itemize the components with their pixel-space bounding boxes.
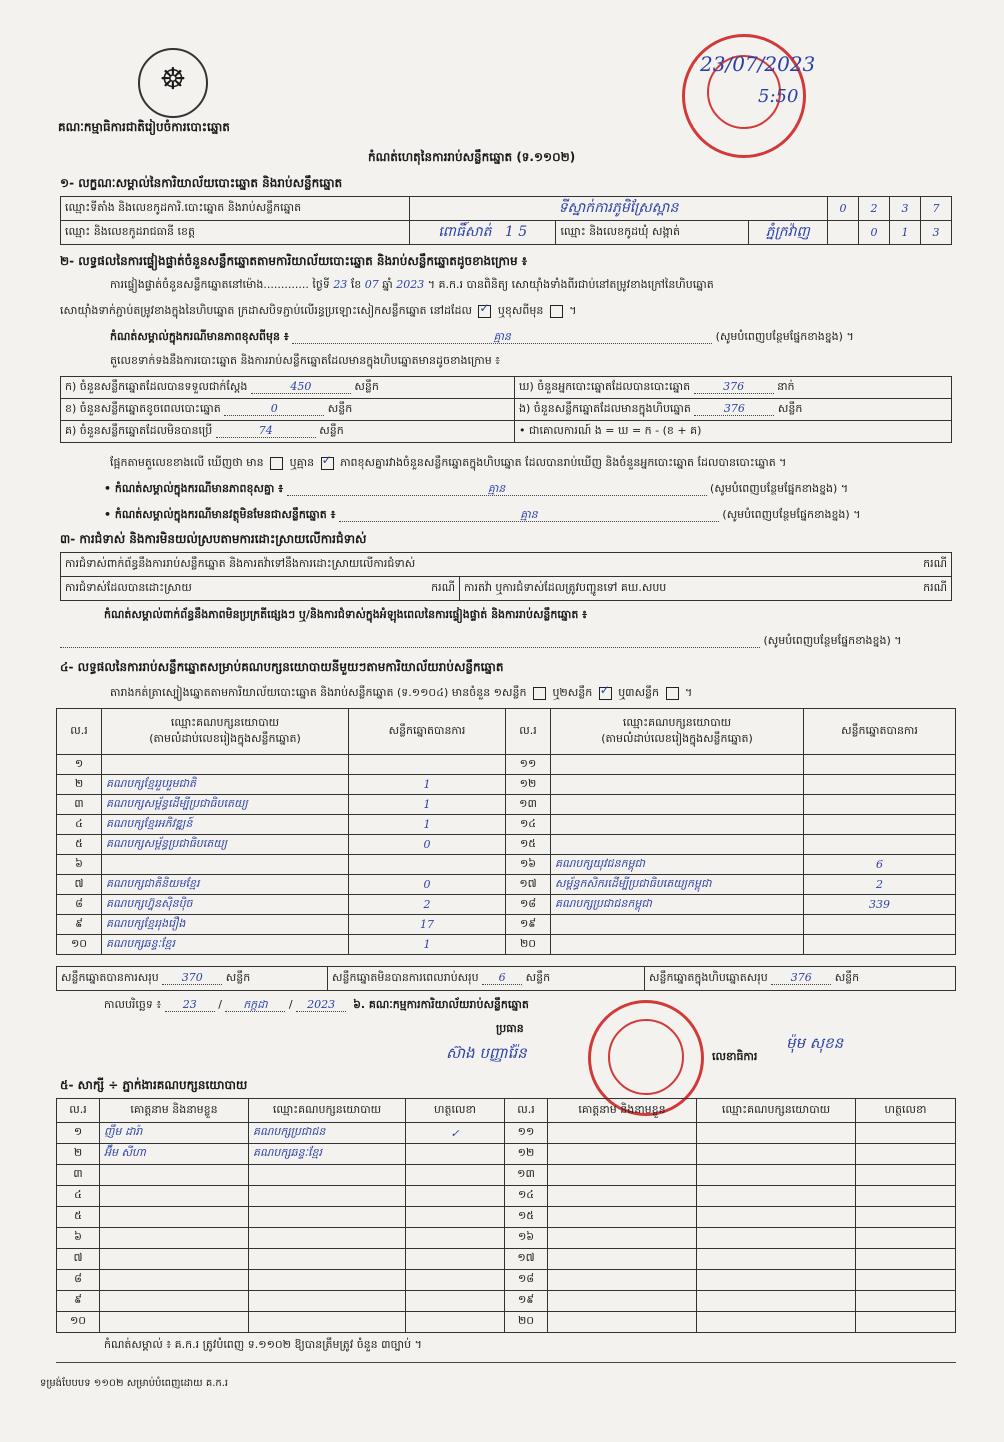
witness-name-cell <box>548 1312 697 1333</box>
witness-table <box>56 1098 956 1333</box>
results-row <box>57 755 956 775</box>
location-label: ឈ្មោះទីតាំង និងលេខកូដការិ.បោះឆ្នោត និងរាប់សន្លឹកឆ្នោត <box>61 197 410 221</box>
col-name: គោត្តនាម និងនាមខ្លួន <box>100 1099 249 1123</box>
witness-no-cell: ១១ <box>505 1123 548 1144</box>
witness-name-cell <box>548 1186 697 1207</box>
verify-line: ការផ្ទៀងផ្ទាត់ចំនួនសន្លឹកឆ្នោតនៅម៉ោង............. ថ្ងៃទី 23 ខែ 07 ឆ្នាំ 2023 ។ គ.ក.រ បានពិនិត្យ សោយ៉ាំងទាំងពីរជាប់នៅតម្រូវខាងក្រៅនៃហិបឆ្នោត <box>110 278 714 291</box>
result-no-cell: ១៣ <box>506 795 551 815</box>
code-digit: 0 <box>828 197 859 221</box>
witness-party-cell <box>697 1123 856 1144</box>
result-votes-cell <box>349 855 506 875</box>
witness-no-cell: ៥ <box>57 1207 100 1228</box>
witness-party-cell <box>697 1291 856 1312</box>
witness-sign-cell <box>406 1312 505 1333</box>
witness-row <box>57 1270 956 1291</box>
result-votes-cell <box>349 755 506 775</box>
result-votes-cell: 2 <box>804 875 956 895</box>
witness-party-cell <box>249 1291 406 1312</box>
code-digit: 3 <box>890 197 921 221</box>
has-diff-checkbox[interactable] <box>270 457 283 470</box>
result-no-cell: ១២ <box>506 775 551 795</box>
result-votes-cell <box>804 775 956 795</box>
results-row <box>57 775 956 795</box>
witness-name-cell <box>100 1207 249 1228</box>
witness-party-cell <box>697 1165 856 1186</box>
witness-no-cell: ៣ <box>57 1165 100 1186</box>
col-party: ឈ្មោះគណបក្សនយោបាយ <box>249 1099 406 1123</box>
note3-line: • កំណត់សម្គាល់ក្នុងករណីមានវត្ថុមិនមែនជាសន្លឹកឆ្នោត ៖ គ្មាន (សូមបំពេញបន្ថែមផ្នែកខាងខ្នង) ។ <box>104 508 861 521</box>
witness-name-cell <box>100 1249 249 1270</box>
witness-sign-cell <box>406 1249 505 1270</box>
witness-no-cell: ១៣ <box>505 1165 548 1186</box>
nec-logo: ☸ <box>138 48 208 118</box>
verify-line2: សោយ៉ាំងទាក់ភ្ជាប់តម្រូវខាងក្នុងនៃហិបឆ្នោត ក្រដាសបិទភ្ជាប់លើរន្ធប្រឡោះសៀកសន្លឹកឆ្នោត នៅដដែល ✓ ឬខុសពីមុន ។ <box>60 304 960 318</box>
verify-month: 07 <box>364 278 379 291</box>
objection-resolved: ការជំទាស់ដែលបានដោះស្រាយ ករណី <box>61 577 460 601</box>
witness-name-cell <box>548 1165 697 1186</box>
results-row <box>57 815 956 835</box>
witness-sign-cell: ✓ <box>406 1123 505 1144</box>
witness-sign-cell <box>856 1123 956 1144</box>
committee-name: គណៈកម្មាធិការជាតិរៀបចំការបោះឆ្នោត <box>58 120 230 134</box>
location-table <box>60 196 952 245</box>
result-votes-cell <box>804 835 956 855</box>
witness-name-cell <box>100 1291 249 1312</box>
results-row <box>57 875 956 895</box>
same-checkbox[interactable] <box>478 305 491 318</box>
witness-sign-cell <box>406 1270 505 1291</box>
witness-party-cell <box>697 1228 856 1249</box>
witness-name-cell <box>548 1270 697 1291</box>
witness-sign-cell <box>856 1291 956 1312</box>
result-votes-cell <box>804 815 956 835</box>
result-party-cell <box>551 915 804 935</box>
row-kha: ខ) ចំនួនសន្លឹកឆ្នោតខូចពេលបោះឆ្នោត 0 សន្លឹក <box>61 399 515 421</box>
note1-line: កំណត់សម្គាល់ក្នុងករណីមានភាពខុសពីមុន ៖ គ្មាន (សូមបំពេញបន្ថែមផ្នែកខាងខ្នង) ។ <box>110 330 854 343</box>
result-votes-cell: 6 <box>804 855 956 875</box>
witness-no-cell: ២០ <box>505 1312 548 1333</box>
col-votes: សន្លឹកឆ្នោតបានការ <box>804 709 956 755</box>
three-sheet-checkbox[interactable] <box>666 687 679 700</box>
witness-no-cell: ១២ <box>505 1144 548 1165</box>
stamp-time: 5:50 <box>758 86 799 107</box>
witness-no-cell: ១០ <box>57 1312 100 1333</box>
result-no-cell: ១ <box>57 755 102 775</box>
two-sheet-checkbox[interactable] <box>599 687 612 700</box>
secretary-label: លេខាធិការ <box>712 1050 758 1063</box>
witness-row <box>57 1144 956 1165</box>
result-party-cell <box>551 755 804 775</box>
witness-party-cell <box>697 1249 856 1270</box>
witness-party-cell <box>249 1228 406 1249</box>
witness-party-cell <box>249 1312 406 1333</box>
witness-sign-cell <box>856 1186 956 1207</box>
witness-no-cell: ១៧ <box>505 1249 548 1270</box>
footnote: កំណត់សម្គាល់ ៖ គ.ក.រ ត្រូវបំពេញ ទ.១១០២ ឱ្យបានត្រឹមត្រូវ ចំនួន ៣ច្បាប់ ។ <box>104 1338 422 1351</box>
result-party-cell <box>551 835 804 855</box>
witness-name-cell <box>100 1270 249 1291</box>
witness-no-cell: ៨ <box>57 1270 100 1291</box>
witness-name-cell <box>548 1207 697 1228</box>
sheets-line: តារាងកត់ត្រាស្បៀងឆ្នោតតាមការិយាល័យបោះឆ្នោត និងរាប់សន្លឹកឆ្នោត (ទ.១១០៤) មានចំនួន ១សន្លឹក ឬ២សន្លឹក ✓ ឬ៣សន្លឹក ។ <box>110 686 960 700</box>
different-checkbox[interactable] <box>550 305 563 318</box>
divider <box>56 1362 956 1363</box>
result-no-cell: ១១ <box>506 755 551 775</box>
result-party-cell <box>551 815 804 835</box>
result-party-cell: គណបក្សសម្ព័ន្ធប្រជាធិបតេយ្យ <box>102 835 349 855</box>
result-no-cell: ៥ <box>57 835 102 855</box>
col-no: ល.រ <box>505 1099 548 1123</box>
witness-row <box>57 1291 956 1312</box>
objection-table <box>60 552 952 601</box>
results-row <box>57 895 956 915</box>
section2-heading: ២- លទ្ធផលនៃការផ្ទៀងផ្ទាត់ចំនួនសន្លឹកឆ្នោតតាមការិយាល័យបោះឆ្នោត និងរាប់សន្លឹកឆ្នោតដូចខាងក្រោម ៖ <box>60 254 528 268</box>
result-party-cell: គណបក្សខ្មែរអភិវឌ្ឍន៍ <box>102 815 349 835</box>
form-title: កំណត់ហេតុនៃការរាប់សន្លឹកឆ្នោត (ទ.១១០២) <box>368 150 576 164</box>
col-party: ឈ្មោះគណបក្សនយោបាយ (តាមលំដាប់លេខរៀងក្នុងសន្លឹកឆ្នោត) <box>102 709 349 755</box>
note3-value: គ្មាន <box>339 508 719 522</box>
witness-row <box>57 1312 956 1333</box>
result-votes-cell <box>804 935 956 955</box>
result-votes-cell: 0 <box>349 875 506 895</box>
witness-no-cell: ២ <box>57 1144 100 1165</box>
col-party: ឈ្មោះគណបក្សនយោបាយ <box>697 1099 856 1123</box>
witness-name-cell <box>548 1144 697 1165</box>
province-value: ពោធិ៍សាត់ 1 5 <box>410 221 556 245</box>
witness-party-cell <box>249 1270 406 1291</box>
result-party-cell <box>102 755 349 775</box>
results-row <box>57 935 956 955</box>
total-box: សន្លឹកឆ្នោតក្នុងហិបឆ្នោតសរុប 376 សន្លឹក <box>645 967 956 991</box>
witness-party-cell <box>249 1165 406 1186</box>
witness-sign-cell <box>406 1228 505 1249</box>
result-party-cell: គណបក្សហ្វ៊ុនស៊ិនប៉ិច <box>102 895 349 915</box>
result-party-cell: គណបក្សប្រជាជនកម្ពុជា <box>551 895 804 915</box>
witness-name-cell <box>100 1186 249 1207</box>
verify-day: 23 <box>333 278 348 291</box>
witness-party-cell: គណបក្សឆន្ទៈខ្មែរ <box>249 1144 406 1165</box>
objection-row1: ការជំទាស់ពាក់ព័ន្ធនឹងការរាប់សន្លឹកឆ្នោត និងការតវ៉ាទៅនឹងការដោះស្រាយលើការជំទាស់ ករណី <box>61 553 952 577</box>
totals-table <box>56 966 956 991</box>
section3-note: កំណត់សម្គាល់ពាក់ព័ន្ធនឹងភាពមិនប្រក្រតីផ្សេងៗ ឬ/និងការជំទាស់ក្នុងអំឡុងពេលនៃការផ្ទៀងផ្ទាត់ និងការរាប់សន្លឹកឆ្នោត ៖ <box>104 608 588 621</box>
witness-sign-cell <box>856 1207 956 1228</box>
witness-no-cell: ៧ <box>57 1249 100 1270</box>
witness-row <box>57 1228 956 1249</box>
formula: • ជាគោលការណ៍ ង = ឃ = ក - (ខ + គ) <box>515 421 952 443</box>
result-votes-cell: 1 <box>349 775 506 795</box>
witness-sign-cell <box>406 1207 505 1228</box>
col-no: ល.រ <box>57 709 102 755</box>
witness-no-cell: ១៩ <box>505 1291 548 1312</box>
date-line: កាលបរិច្ឆេទ ៖ 23 / កក្កដា / 2023 ៦. គណៈកម្មការការិយាល័យរាប់សន្លឹកឆ្នោត <box>104 998 529 1011</box>
result-no-cell: ៩ <box>57 915 102 935</box>
witness-party-cell <box>249 1186 406 1207</box>
result-votes-cell <box>804 755 956 775</box>
witness-party-cell: គណបក្សប្រជាជន <box>249 1123 406 1144</box>
result-party-cell <box>551 935 804 955</box>
witness-no-cell: ១៤ <box>505 1186 548 1207</box>
stamp-date: 23/07/2023 <box>700 52 816 76</box>
witness-row <box>57 1186 956 1207</box>
witness-party-cell <box>697 1270 856 1291</box>
result-votes-cell <box>804 915 956 935</box>
witness-name-cell <box>548 1249 697 1270</box>
witness-sign-cell <box>856 1270 956 1291</box>
result-votes-cell: 339 <box>804 895 956 915</box>
result-votes-cell: 1 <box>349 815 506 835</box>
result-votes-cell: 2 <box>349 895 506 915</box>
witness-name-cell <box>100 1312 249 1333</box>
witness-name-cell: ញឹម ដារ៉ា <box>100 1123 249 1144</box>
section3-note-line: (សូមបំពេញបន្ថែមផ្នែកខាងខ្នង) ។ <box>60 634 952 648</box>
diff-line: ផ្អែកតាមតួលេខខាងលើ ឃើញថា មាន ឬគ្មាន ✓ ភាពខុសគ្នារវាងចំនួនសន្លឹកឆ្នោតក្នុងហិបឆ្នោត ដែលបានរាប់ឃើញ និងចំនួនអ្នកបោះឆ្នោត ដែលបានបោះឆ្នោត ។ <box>110 456 960 470</box>
witness-sign-cell <box>856 1228 956 1249</box>
one-sheet-checkbox[interactable] <box>533 687 546 700</box>
section5-heading: ៥- សាក្សី ÷ ភ្នាក់ងារគណបក្សនយោបាយ <box>60 1078 248 1092</box>
section1-heading: ១- លក្ខណៈសម្គាល់នៃការិយាល័យបោះឆ្នោត និងរាប់សន្លឹកឆ្នោត <box>60 176 343 190</box>
result-votes-cell: 1 <box>349 795 506 815</box>
code-digit: 2 <box>859 197 890 221</box>
witness-name-cell <box>548 1228 697 1249</box>
result-votes-cell: 0 <box>349 835 506 855</box>
result-party-cell: គណបក្សសម្ព័ន្ធដើម្បីប្រជាធិបតេយ្យ <box>102 795 349 815</box>
result-no-cell: ២០ <box>506 935 551 955</box>
col-no: ល.រ <box>57 1099 100 1123</box>
witness-name-cell <box>548 1123 697 1144</box>
witness-sign-cell <box>406 1165 505 1186</box>
row-ngo: ង) ចំនួនសន្លឹកឆ្នោតដែលមានក្នុងហិបឆ្នោត 376 សន្លឹក <box>515 399 952 421</box>
results-table <box>56 708 956 955</box>
row-kho-right: ឃ) ចំនួនអ្នកបោះឆ្នោតដែលបានបោះឆ្នោត 376 នាក់ <box>515 377 952 399</box>
col-sign: ហត្ថលេខា <box>856 1099 956 1123</box>
result-votes-cell: 1 <box>349 935 506 955</box>
code-digit: 1 <box>890 221 921 245</box>
witness-name-cell <box>548 1291 697 1312</box>
result-no-cell: ២ <box>57 775 102 795</box>
result-party-cell: គណបក្សឆន្ទៈខ្មែរ <box>102 935 349 955</box>
witness-party-cell <box>697 1144 856 1165</box>
total-invalid: សន្លឹកឆ្នោតមិនបានការពេលរាប់សរុប 6 សន្លឹក <box>328 967 645 991</box>
result-no-cell: ៣ <box>57 795 102 815</box>
note2-line: • កំណត់សម្គាល់ក្នុងករណីមានភាពខុសគ្នា ៖ គ្មាន (សូមបំពេញបន្ថែមផ្នែកខាងខ្នង) ។ <box>104 482 849 495</box>
witness-row <box>57 1123 956 1144</box>
witness-row <box>57 1207 956 1228</box>
result-no-cell: ១៩ <box>506 915 551 935</box>
result-party-cell <box>551 795 804 815</box>
witness-row <box>57 1249 956 1270</box>
witness-row <box>57 1165 956 1186</box>
commune-label: ឈ្មោះ និងលេខកូដឃុំ សង្កាត់ <box>556 221 748 245</box>
witness-party-cell <box>249 1249 406 1270</box>
witness-party-cell <box>697 1312 856 1333</box>
result-no-cell: ១០ <box>57 935 102 955</box>
witness-no-cell: ៩ <box>57 1291 100 1312</box>
witness-sign-cell <box>856 1165 956 1186</box>
results-row <box>57 855 956 875</box>
code-digit: 0 <box>859 221 890 245</box>
results-row <box>57 835 956 855</box>
province-label: ឈ្មោះ និងលេខកូដរាជធានី ខេត្ត <box>61 221 410 245</box>
result-votes-cell <box>804 795 956 815</box>
col-votes: សន្លឹកឆ្នោតបានការ <box>349 709 506 755</box>
total-valid: សន្លឹកឆ្នោតបានការសរុប 370 សន្លឹក <box>57 967 328 991</box>
result-no-cell: ៤ <box>57 815 102 835</box>
witness-no-cell: ៤ <box>57 1186 100 1207</box>
witness-name-cell <box>100 1228 249 1249</box>
witness-party-cell <box>697 1207 856 1228</box>
witness-no-cell: ៦ <box>57 1228 100 1249</box>
row-ka: ក) ចំនួនសន្លឹកឆ្នោតដែលបានទទួលជាក់ស្ដែង 450 សន្លឹក <box>61 377 515 399</box>
form-reference: ទម្រង់បែបបទ ១១០២ សម្រាប់បំពេញដោយ គ.ក.រ <box>40 1378 229 1389</box>
results-row <box>57 915 956 935</box>
code-digit: 7 <box>921 197 952 221</box>
result-party-cell: គណបក្សជាតិនិយមខ្មែរ <box>102 875 349 895</box>
witness-no-cell: ១៦ <box>505 1228 548 1249</box>
result-no-cell: ៦ <box>57 855 102 875</box>
result-no-cell: ១៦ <box>506 855 551 875</box>
result-party-cell: គណបក្សយុវជនកម្ពុជា <box>551 855 804 875</box>
witness-name-cell <box>100 1165 249 1186</box>
witness-sign-cell <box>856 1144 956 1165</box>
note1-value: គ្មាន <box>292 330 712 344</box>
results-row <box>57 795 956 815</box>
secretary-signature: ម៉ុម សុខន <box>786 1034 844 1052</box>
result-party-cell <box>102 855 349 875</box>
no-diff-checkbox[interactable] <box>321 457 334 470</box>
witness-no-cell: ១ <box>57 1123 100 1144</box>
section3-heading: ៣- ការជំទាស់ និងការមិនយល់ស្របតាមការដោះស្រាយលើការជំទាស់ <box>60 532 367 546</box>
witness-party-cell <box>697 1186 856 1207</box>
result-party-cell: សម្ព័ន្ធកសិករដើម្បីប្រជាធិបតេយ្យកម្ពុជា <box>551 875 804 895</box>
location-value: ទីស្នាក់ការភូមិស្រែស្ពាន <box>410 197 828 221</box>
result-no-cell: ១៧ <box>506 875 551 895</box>
witness-sign-cell <box>406 1291 505 1312</box>
col-name: គោត្តនាម និងនាមខ្លួន <box>548 1099 697 1123</box>
note2-value: គ្មាន <box>287 482 707 496</box>
result-no-cell: ១៨ <box>506 895 551 915</box>
result-party-cell: គណបក្សខ្មែររួបរួមជាតិ <box>102 775 349 795</box>
row-ko: គ) ចំនួនសន្លឹកឆ្នោតដែលមិនបានប្រើ 74 សន្លឹក <box>61 421 515 443</box>
result-votes-cell: 17 <box>349 915 506 935</box>
result-no-cell: ១៤ <box>506 815 551 835</box>
col-no: ល.រ <box>506 709 551 755</box>
chair-label: ប្រធាន <box>496 1022 524 1035</box>
witness-name-cell: អ៊ឹម សីហា <box>100 1144 249 1165</box>
witness-party-cell <box>249 1207 406 1228</box>
witness-sign-cell <box>856 1249 956 1270</box>
code-digit: 3 <box>921 221 952 245</box>
witness-no-cell: ១៥ <box>505 1207 548 1228</box>
col-sign: ហត្ថលេខា <box>406 1099 505 1123</box>
result-no-cell: ១៥ <box>506 835 551 855</box>
numbers-table <box>60 376 952 443</box>
witness-sign-cell <box>406 1144 505 1165</box>
result-no-cell: ៧ <box>57 875 102 895</box>
commune-value: ភ្នំក្រវ៉ាញ <box>748 221 827 245</box>
result-no-cell: ៨ <box>57 895 102 915</box>
verify-year: 2023 <box>396 278 425 291</box>
witness-sign-cell <box>406 1186 505 1207</box>
section4-heading: ៤- លទ្ធផលនៃការរាប់សន្លឹកឆ្នោតសម្រាប់គណបក្សនយោបាយនីមួយៗតាមការិយាល័យរាប់សន្លឹកឆ្នោត <box>60 660 504 674</box>
col-party: ឈ្មោះគណបក្សនយោបាយ (តាមលំដាប់លេខរៀងក្នុងសន្លឹកឆ្នោត) <box>551 709 804 755</box>
numbers-intro: តួលេខទាក់ទងនឹងការបោះឆ្នោត និងការរាប់សន្លឹកឆ្នោតដែលមានក្នុងហិបឆ្នោតមានដូចខាងក្រោម ៖ <box>110 354 501 367</box>
result-party-cell: គណបក្សខ្មែររុងរឿង <box>102 915 349 935</box>
witness-no-cell: ១៨ <box>505 1270 548 1291</box>
result-party-cell <box>551 775 804 795</box>
chair-signature: ស៊ាង បញ្ញារ៉ែន <box>446 1044 527 1062</box>
objection-forwarded: ការតវ៉ា ឬការជំទាស់ដែលត្រូវបញ្ជូនទៅ គឃ.សបប ករណី <box>460 577 952 601</box>
witness-sign-cell <box>856 1312 956 1333</box>
